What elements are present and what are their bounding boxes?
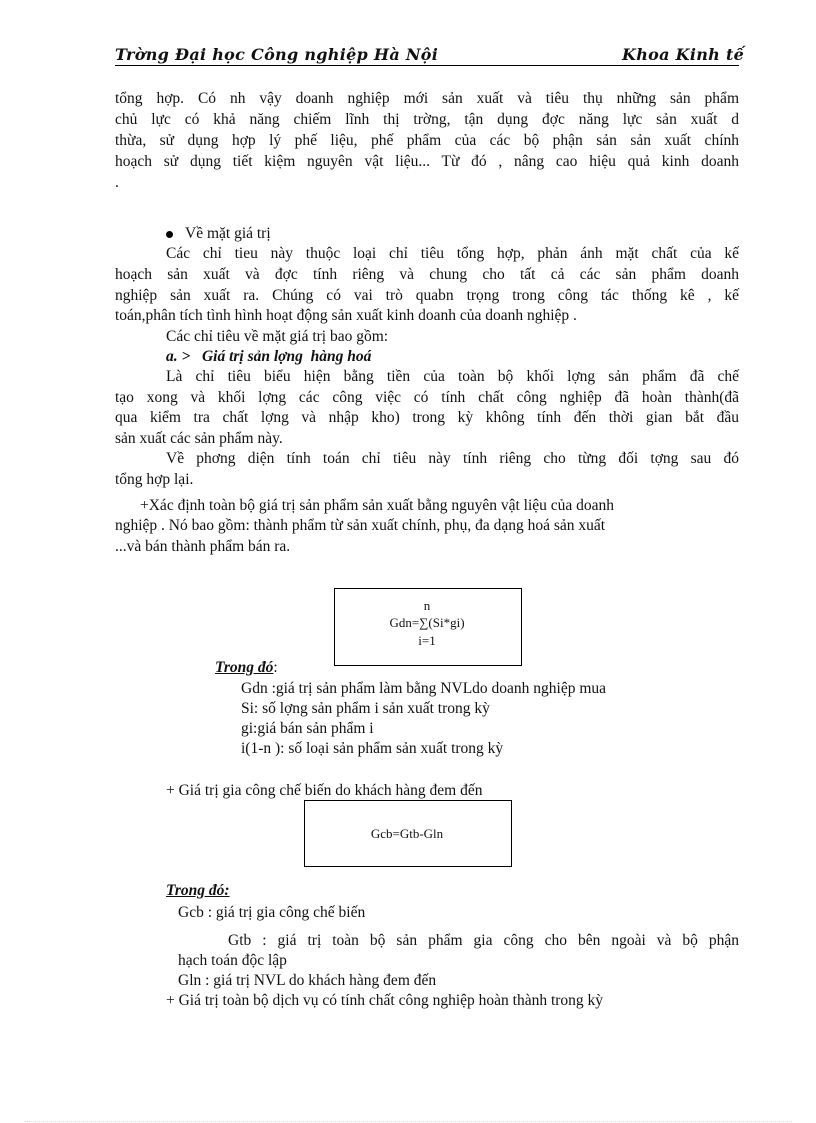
page-bottom-dotted-rule [24,1121,792,1122]
para5-line-2: nghiệp . Nó bao gồm: thành phẩm từ sản xuất chính, phụ, đa dạng hoá sản xuất [115,517,606,534]
intro-line-4: hoạch sử dụng tiết kiệm nguyên vật liệu... Từ đó , nâng cao hiệu quả kinh doanh [115,153,739,170]
heading-a: a. > Giá trị sản lợng hàng hoá [166,348,372,365]
para3-line-1: Là chỉ tiêu biểu hiện bằng tiền của toàn bộ khối lợng sản phẩm đã chế [166,368,739,385]
formula-gcb: Gcb=Gtb-Gln [370,826,444,841]
formula-gdn-upper-limit: n [423,598,431,613]
para5-line-3: ...và bán thành phẩm bán ra. [115,538,291,555]
where1-item-4: i(1-n ): số loại sản phẩm sản xuất trong kỳ [241,740,504,757]
para3-line-2: tạo xong và khối lợng các công việc có tính chất công nghiệp đã hoàn thành(đã [115,389,739,406]
where1-item-1: Gdn :giá trị sản phẩm làm bằng NVLdo doanh nghiệp mua [241,680,607,697]
header-left: Trờng Đại học Công nghiệp Hà Nội [115,45,439,64]
intro-line-2: chủ lực có khả năng chiếm lĩnh thị trờng, tận dụng đợc năng lực sản xuất d [115,111,739,128]
para2: Các chỉ tiêu về mặt giá trị bao gồm: [166,328,389,345]
bullet-icon [166,231,173,238]
where2-gcb: Gcb : giá trị gia công chế biến [178,904,366,921]
para1-line-4: toán,phân tích tình hình hoạt động sản xuất kinh doanh của doanh nghiệp . [115,307,577,324]
intro-line-3: thừa, sử dụng hợp lý phế liệu, phế phẩm của các bộ phận sản sản xuất chính [115,132,739,149]
where1-label-row [215,658,278,679]
para3-line-3: qua kiểm tra chất lợng và nhập kho) trong kỳ không tính đến thời gian bắt đầu [115,409,739,426]
where1-colon: : [273,659,278,676]
header-right: Khoa Kinh tế [622,45,745,64]
intro-line-5: . [115,174,119,191]
processing-heading: + Giá trị gia công chế biến do khách hàng đem đến [166,782,483,799]
para1-line-2: hoạch sản xuất và đợc tính riêng và chung cho tất cả các sản phẩm doanh [115,266,739,283]
where2-label: Trong đó: [166,882,230,899]
where1-item-3: gi:giá bán sản phẩm i [241,720,374,737]
para1-line-3: nghiệp sản xuất ra. Chúng có vai trò quabn trọng trong công tác thống kê , kế [115,287,739,304]
para4-line-1: Về phơng diện tính toán chỉ tiêu này tính riêng cho từng đối tợng sau đó [166,450,739,467]
value-bullet [166,224,271,245]
where1-item-2: Si: số lợng sản phẩm i sản xuất trong kỳ [241,700,490,717]
value-bullet-label: Về mặt giá trị [185,225,271,242]
para1-line-1: Các chỉ tieu này thuộc loại chỉ tiêu tổng hợp, phản ánh mặt chất của kế [166,245,739,262]
where2-gtb-line-2: hạch toán độc lập [178,952,287,969]
formula-gdn-main: Gdn=∑(Si*gi) [389,615,465,630]
para5-line-1: +Xác định toàn bộ giá trị sản phẩm sản xuất bằng nguyên vật liệu của doanh [140,497,615,514]
para3-line-4: sản xuất các sản phẩm này. [115,430,283,447]
where1-label: Trong đó [215,659,274,676]
intro-line-1: tổng hợp. Có nh vậy doanh nghiệp mới sản xuất và tiêu thụ những sản phẩm [115,90,739,107]
header-rule [115,65,739,66]
formula-gdn-lower-limit: i=1 [418,633,436,648]
where2-last: + Giá trị toàn bộ dịch vụ có tính chất công nghiệp hoàn thành trong kỳ [166,992,604,1009]
where2-gtb-line-1: Gtb : giá trị toàn bộ sản phẩm gia công cho bên ngoài và bộ phận [228,932,739,949]
para4-line-2: tổng hợp lại. [115,471,194,488]
where2-gln: Gln : giá trị NVL do khách hàng đem đến [178,972,437,989]
